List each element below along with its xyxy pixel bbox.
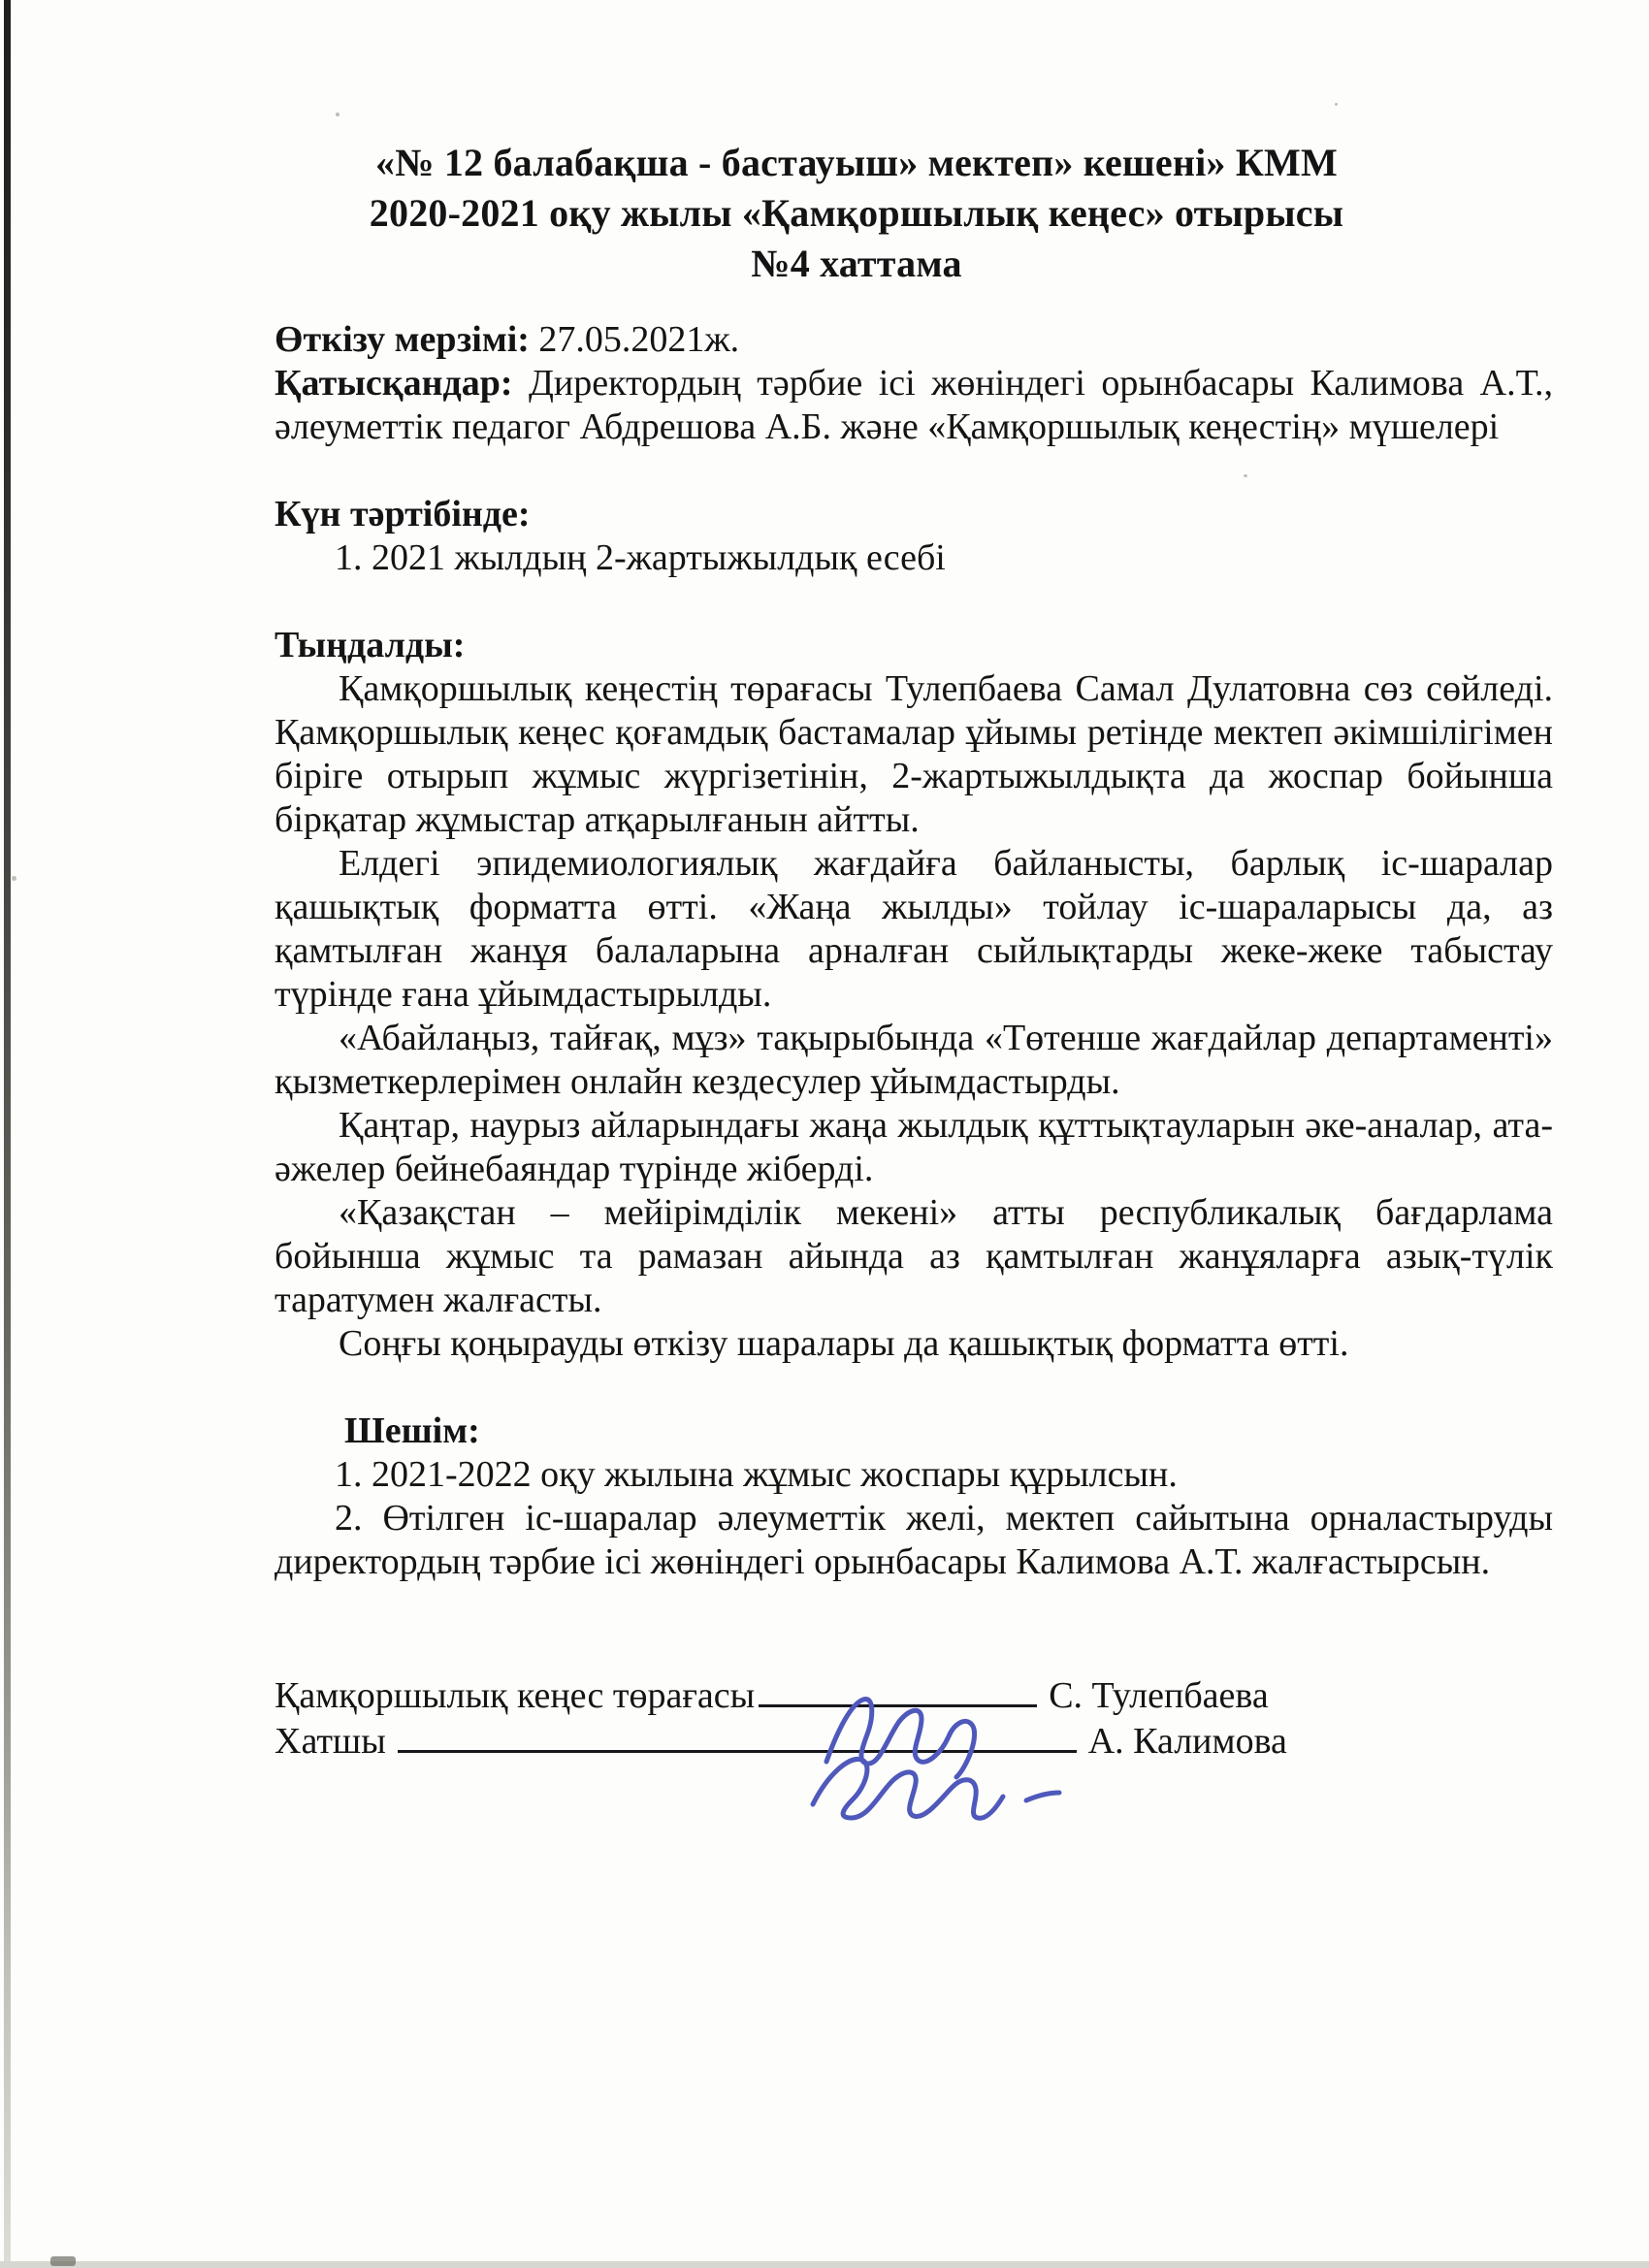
signature-name-secretary: А. Калимова [1087,1721,1287,1762]
participants-line [275,362,1553,449]
agenda-heading: Күн тәртібінде: [275,494,531,535]
signature-role-secretary: Хатшы [275,1721,386,1762]
signature-block [275,1673,1553,1765]
document-content [275,138,1553,1765]
participants-value: Директордың тәрбие ісі жөніндегі орынбасары Калимова А.Т., әлеуметтік педагог Абдрешова А.Б. және «Қамқоршылық кеңестің» мүшелері [275,363,1553,447]
heard-paragraph-3: «Абайлаңыз, тайғақ, мұз» тақырыбында «Төтенше жағдайлар департаменті» қызметкерлерімен онлайн кездесулер ұйымдастырды. [275,1018,1553,1102]
signature-name-chairman: С. Тулепбаева [1049,1675,1269,1716]
heard-paragraph-1: Қамқоршылық кеңестің төрағасы Тулепбаева Самал Дулатовна сөз сөйледі. Қамқоршылық кеңес қоғамдық бастамалар ұйымы ретінде мектеп әкімшілігімен біріге отырып жұмыс жүргізетінін, 2-жартыжылдықта да жоспар бойынша бірқатар жұмыстар атқарылғанын айтты. [275,668,1553,840]
signature-row-secretary [275,1719,1553,1765]
decision-item-2: 2. Өтілген іс-шаралар әлеуметтік желі, мектеп сайытына орналастыруды директордың тәрбие ісі жөніндегі орынбасары Калимова А.Т. жалғастырсын. [275,1498,1553,1582]
agenda-item-1: 1. 2021 жылдың 2-жартыжылдық есебі [335,537,946,578]
document-title [284,138,1429,289]
heard-heading: Тыңдалды: [275,625,466,665]
heard-paragraph-5: «Қазақстан – мейірімділік мекені» атты республикалық бағдарлама бойынша жұмыс та рамазан айында аз қамтылған жанұяларға азық-түлік таратумен жалғасты. [275,1192,1553,1320]
title-line-3: №4 хаттама [751,242,962,285]
participants-label: Қатысқандар: [275,363,513,404]
scan-edge-artifact-left [4,0,11,2268]
meta-block [275,318,1553,449]
decision-item-1: 1. 2021-2022 оқу жылына жұмыс жоспары құрылсын. [335,1454,1178,1495]
heard-paragraph-2: Елдегі эпидемиологиялық жағдайға байланысты, барлық іс-шаралар қашықтық форматта өтті. «Жаңа жылды» тойлау іс-шараларысы да, аз қамтылған жанұя балаларына арналған сыйлықтарды жеке-жеке табыстау түрінде ғана ұйымдастырылды. [275,843,1553,1015]
decision-heading: Шешім: [344,1410,480,1451]
meeting-date-value: 27.05.2021ж. [529,319,740,360]
signature-row-chairman [275,1673,1553,1719]
scan-speck [1335,103,1338,106]
scan-speck [12,876,16,881]
signature-line-chairman [759,1674,1037,1707]
meeting-date-label: Өткізу мерзімі: [275,319,530,360]
title-line-1: «№ 12 балабақша - бастауыш» мектеп» кешені» КММ [375,141,1338,184]
signature-role-chairman: Қамқоршылық кеңес төрағасы [275,1675,756,1716]
scan-edge-artifact-bottom [0,2261,1649,2268]
scan-mark-bottom-left [50,2256,76,2266]
title-line-2: 2020-2021 оқу жылы «Қамқоршылық кеңес» отырысы [369,191,1344,235]
scan-speck [336,113,340,116]
signature-line-secretary [398,1720,1077,1753]
heard-paragraph-4: Қаңтар, наурыз айларындағы жаңа жылдық құттықтауларын әке-аналар, ата-әжелер бейнебаяндар түрінде жіберді. [275,1105,1553,1189]
heard-paragraph-6: Соңғы қоңырауды өткізу шаралары да қашықтық форматта өтті. [339,1323,1349,1364]
meeting-date-line [275,318,1553,362]
